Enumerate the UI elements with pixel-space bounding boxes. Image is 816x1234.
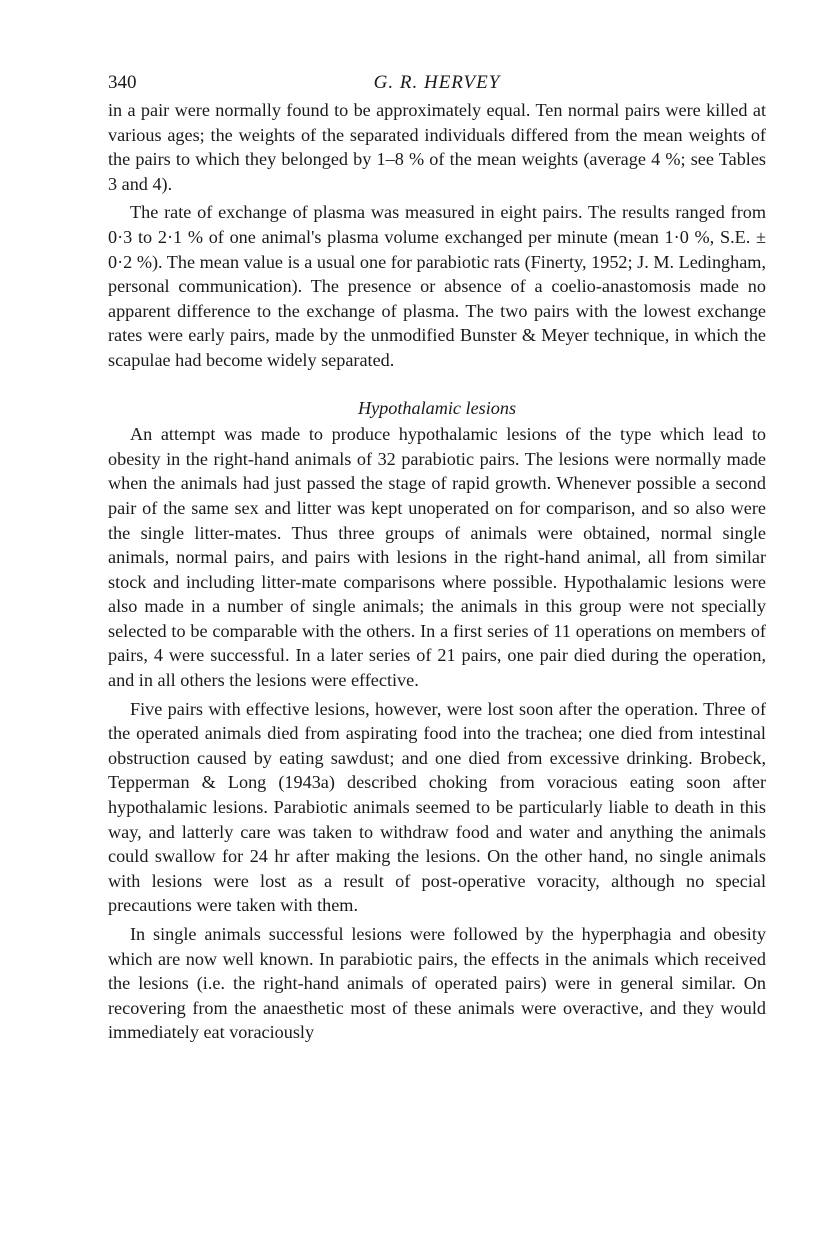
paragraph-single-animals: In single animals successful lesions were followed by the hyperphagia and obesity which are now well known. In parabiotic pairs, the effects in the animals which received the lesions (i.e. the right-hand animals of operated pairs) were in general similar. On recovering from the anaesthetic most of these animals were overactive, and they would immediately eat voraciously: [108, 924, 766, 1043]
paragraph-plasma-exchange: The rate of exchange of plasma was measured in eight pairs. The results ranged from 0·3 to 2·1 % of one animal's plasma volume exchanged per minute (mean 1·0 %, S.E. ± 0·2 %). The mean value is a usual one for parabiotic rats (Finerty, 1952; J. M. Ledingham, personal communication). The presence or absence of a coelio-anastomosis made no apparent difference to the exchange of plasma. The two pairs with the lowest exchange rates were early pairs, made by the unmodified Bunster & Meyer technique, in which the scapulae had become widely separated.: [108, 202, 766, 370]
paragraph-pairs-lost: Five pairs with effective lesions, however, were lost soon after the operation. Three of the operated animals died from aspirating food into the trachea; one died from intestinal obstruction caused by eating sawdust; and one died from excessive drinking. Brobeck, Tepperman & Long (1943a) described choking from voracious eating soon after hypothalamic lesions. Parabiotic animals seemed to be particularly liable to death in this way, and latterly care was taken to withdraw food and water and anything the animals could swallow for 24 hr after making the lesions. On the other hand, no single animals with lesions were lost as a result of post-operative voracity, although no special precautions were taken with them.: [108, 698, 766, 916]
running-head-author: G. R. HERVEY: [373, 72, 501, 93]
running-header: [108, 68, 766, 98]
page-number: 340: [108, 72, 137, 93]
page: [108, 68, 766, 1045]
section-heading: Hypothalamic lesions: [357, 397, 517, 418]
paragraph-continued: in a pair were normally found to be approximately equal. Ten normal pairs were killed at various ages; the weights of the separated individuals differed from the mean weights of the pairs to which they belonged by 1–8 % of the mean weights (average 4 %; see Tables 3 and 4).: [108, 100, 766, 194]
paragraph-lesions-attempt: An attempt was made to produce hypothalamic lesions of the type which lead to obesity in the right-hand animals of 32 parabiotic pairs. The lesions were normally made when the animals had just passed the stage of rapid growth. Whenever possible a second pair of the same sex and litter was kept unoperated on for comparison, and so also were the single litter-mates. Thus three groups of animals were obtained, normal single animals, normal pairs, and pairs with lesions in the right-hand animal, all from similar stock and including litter-mate comparisons where possible. Hypothalamic lesions were also made in a number of single animals; the animals in this group were not specially selected to be comparable with the others. In a first series of 11 operations on members of pairs, 4 were successful. In a later series of 21 pairs, one pair died during the operation, and in all others the lesions were effective.: [108, 424, 766, 691]
